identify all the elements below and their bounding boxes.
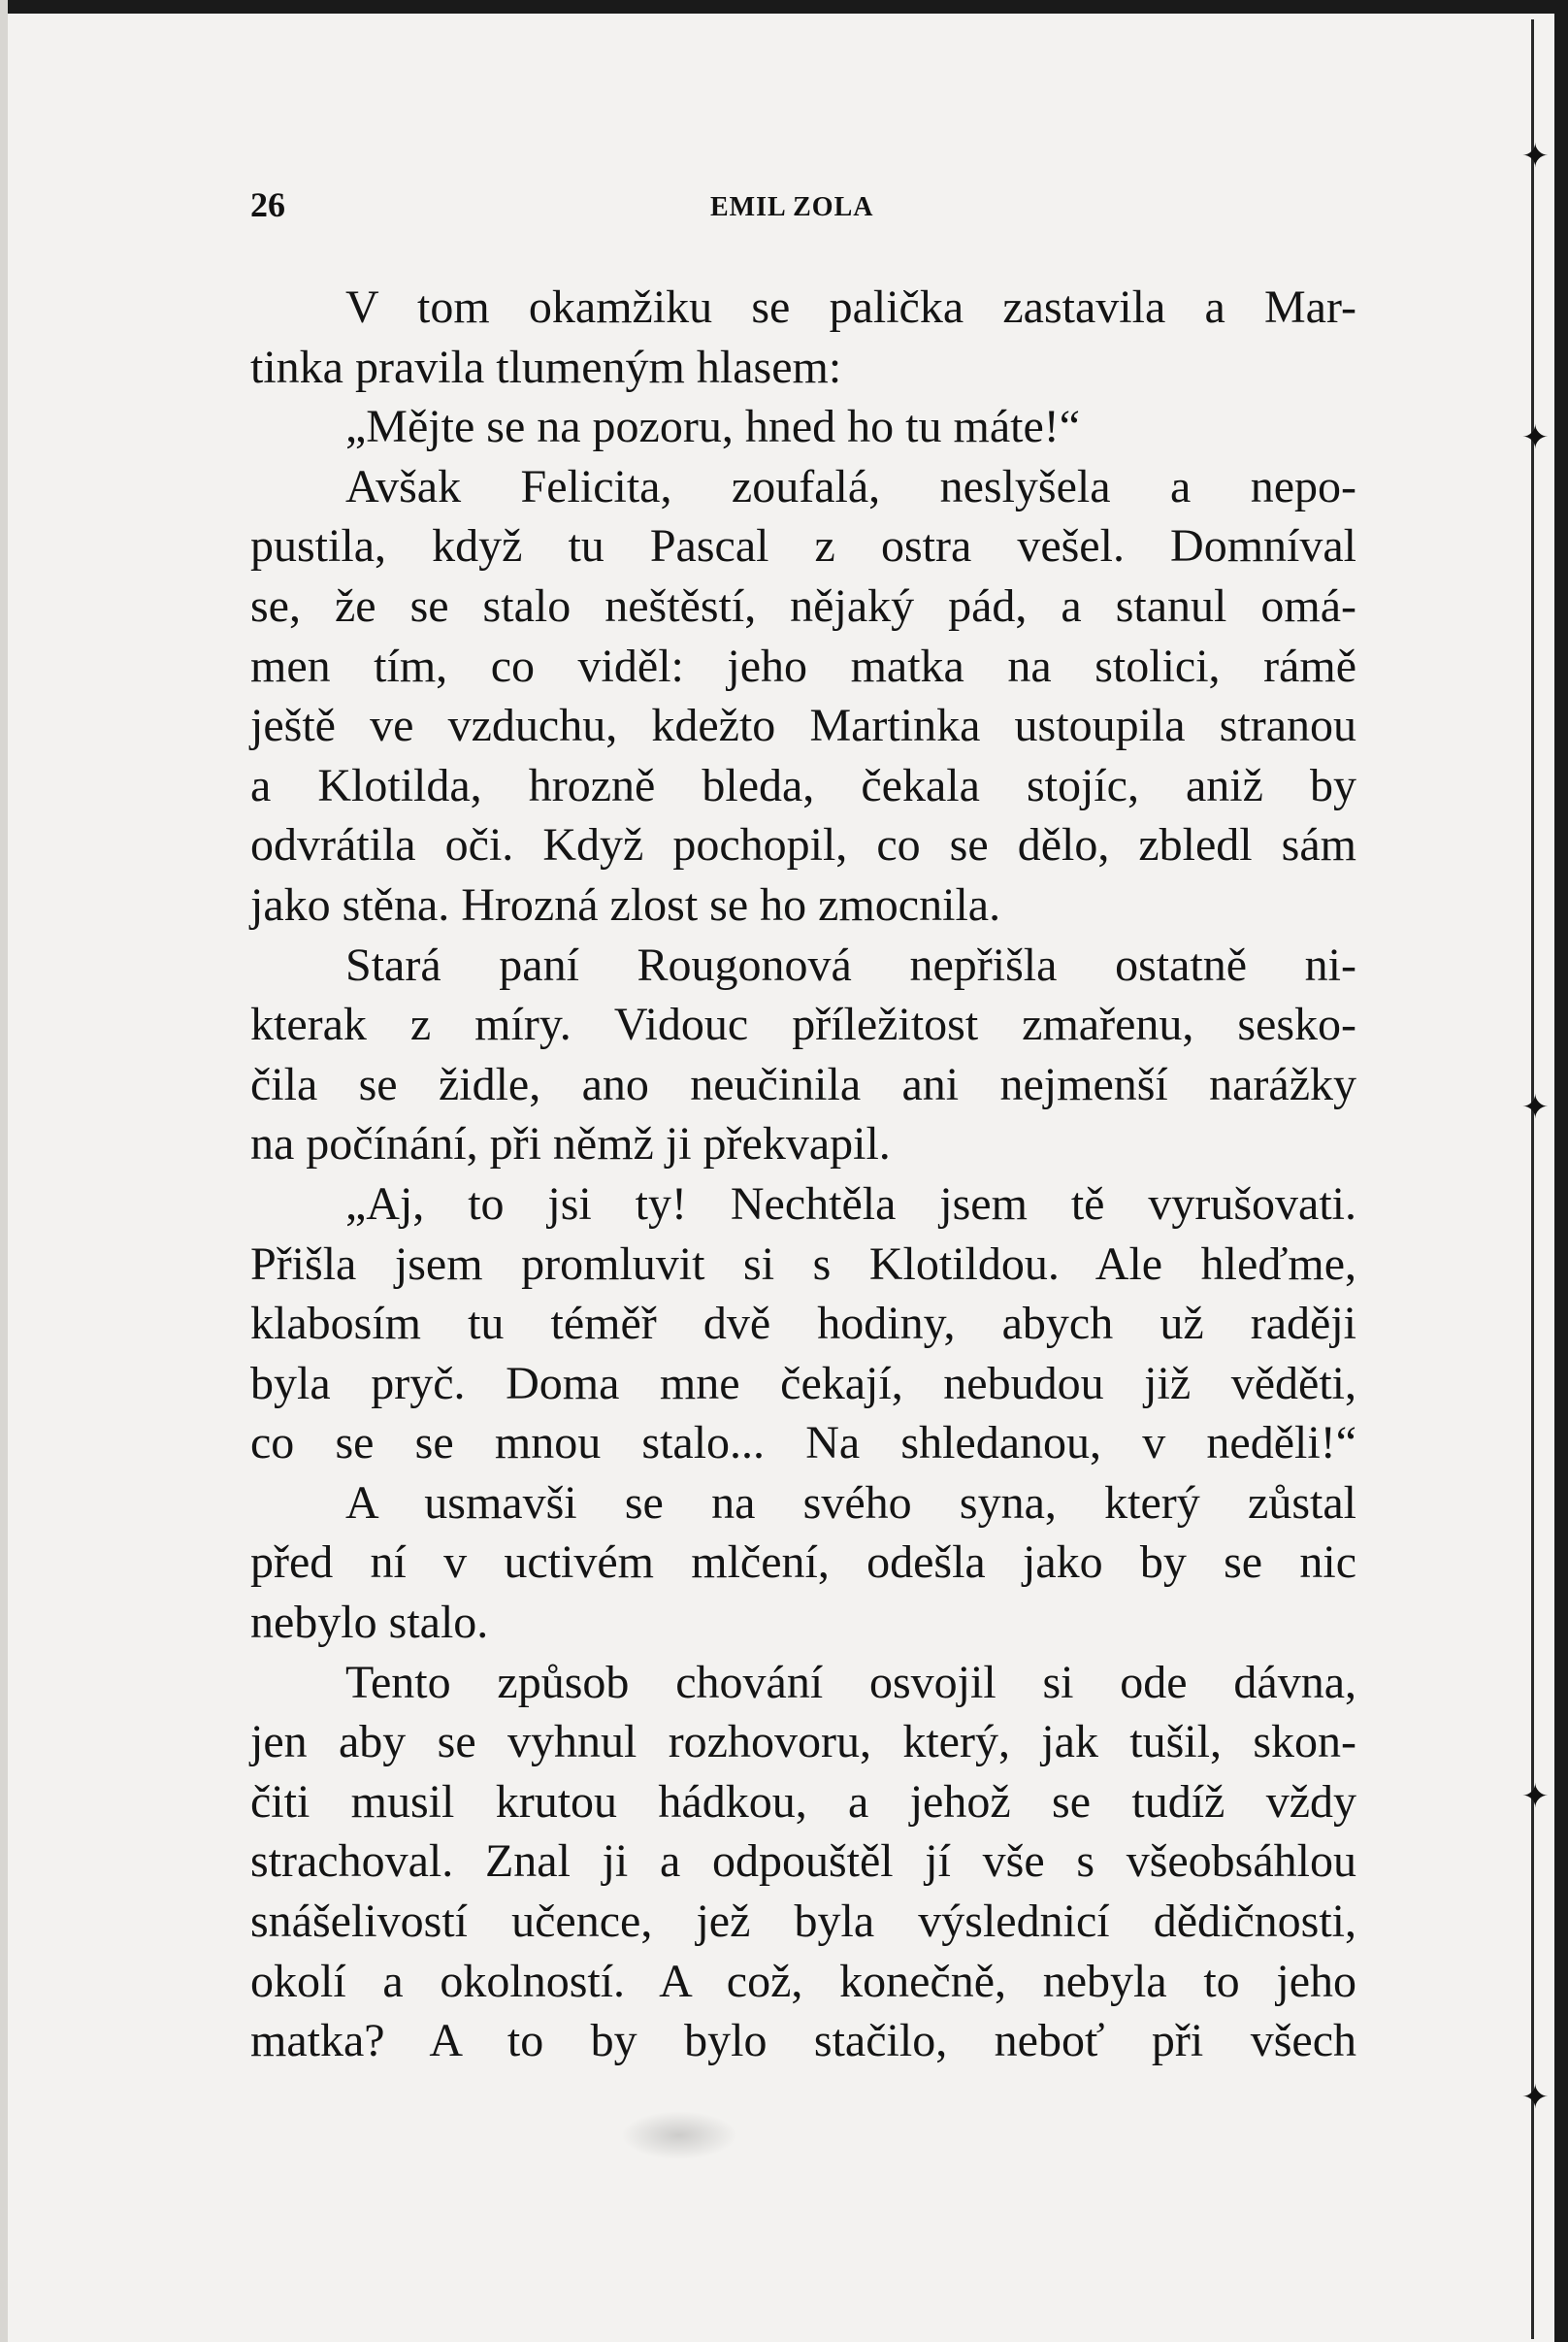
text-line: „Aj, to jsi ty! Nechtěla jsem tě vyrušovati. [345,1177,1356,1230]
text-line: A usmavši se na svého syna, který zůstal [345,1476,1356,1529]
binding-mark-icon: ✦ [1521,137,1550,176]
text-line: ještě ve vzduchu, kdežto Martinka ustoupila stranou [250,700,1356,752]
print-smudge [621,2111,737,2160]
text-line: pustila, když tu Pascal z ostra vešel. Domníval [250,520,1356,573]
text-line: klabosím tu téměř dvě hodiny, abych už raději [250,1298,1356,1350]
text-line: byla pryč. Doma mne čekají, nebudou již věděti, [250,1357,1356,1409]
text-line: „Mějte se na pozoru, hned ho tu máte!“ [345,401,1081,453]
text-line: čiti musil krutou hádkou, a jehož se tudíž vždy [250,1775,1356,1828]
scan-left-edge [0,0,8,2342]
text-line: odvrátila oči. Když pochopil, co se dělo, zbledl sám [250,819,1356,872]
text-line: men tím, co viděl: jeho matka na stolici, rámě [250,640,1356,692]
text-line: na počínání, při němž ji překvapil. [250,1118,891,1171]
text-line: tinka pravila tlumeným hlasem: [250,341,842,393]
binding-mark-icon: ✦ [1521,418,1550,457]
text-line: před ní v uctivém mlčení, odešla jako by se nic [250,1536,1356,1589]
text-line: snášelivostí učence, jež byla výslednicí dědičnosti, [250,1896,1356,1948]
binding-mark-icon: ✦ [1521,1088,1550,1127]
text-line: Avšak Felicita, zoufalá, neslyšela a nepo- [345,460,1356,512]
text-line: strachoval. Znal ji a odpouštěl jí vše s všeobsáhlou [250,1835,1356,1888]
binding-fold-line [1531,19,1534,2339]
binding-mark-icon: ✦ [1521,1777,1550,1816]
text-line: co se se mnou stalo... Na shledanou, v neděli!“ [250,1417,1356,1469]
running-title: EMIL ZOLA [710,192,874,222]
text-line: okolí a okolností. A což, konečně, nebyla to jeho [250,1955,1356,2007]
scan-right-edge [1554,0,1568,2342]
text-line: se, že se stalo neštěstí, nějaký pád, a stanul omá- [250,579,1356,632]
text-line: V tom okamžiku se palička zastavila a Mar- [345,281,1356,333]
binding-mark-icon: ✦ [1521,2078,1550,2117]
page-header [0,184,1568,233]
text-line: Přišla jsem promluvit si s Klotildou. Ale hleďme, [250,1237,1356,1290]
text-line: kterak z míry. Vidouc příležitost zmařenu, sesko- [250,999,1356,1051]
text-line: jako stěna. Hrozná zlost se ho zmocnila. [250,878,1001,931]
page-number: 26 [250,185,285,224]
text-line: Stará paní Rougonová nepřišla ostatně ni- [345,939,1356,991]
text-line: a Klotilda, hrozně bleda, čekala stojíc, aniž by [250,759,1356,811]
text-line: jen aby se vyhnul rozhovoru, který, jak tušil, skon- [250,1716,1356,1768]
body-text [250,278,1356,2071]
scan-top-edge [0,0,1568,14]
text-line: matka? A to by bylo stačilo, neboť při všech [250,2015,1356,2067]
text-line: čila se židle, ano neučinila ani nejmenší narážky [250,1058,1356,1110]
text-line: Tento způsob chování osvojil si ode dávna, [345,1656,1356,1708]
text-line: nebylo stalo. [250,1597,489,1649]
